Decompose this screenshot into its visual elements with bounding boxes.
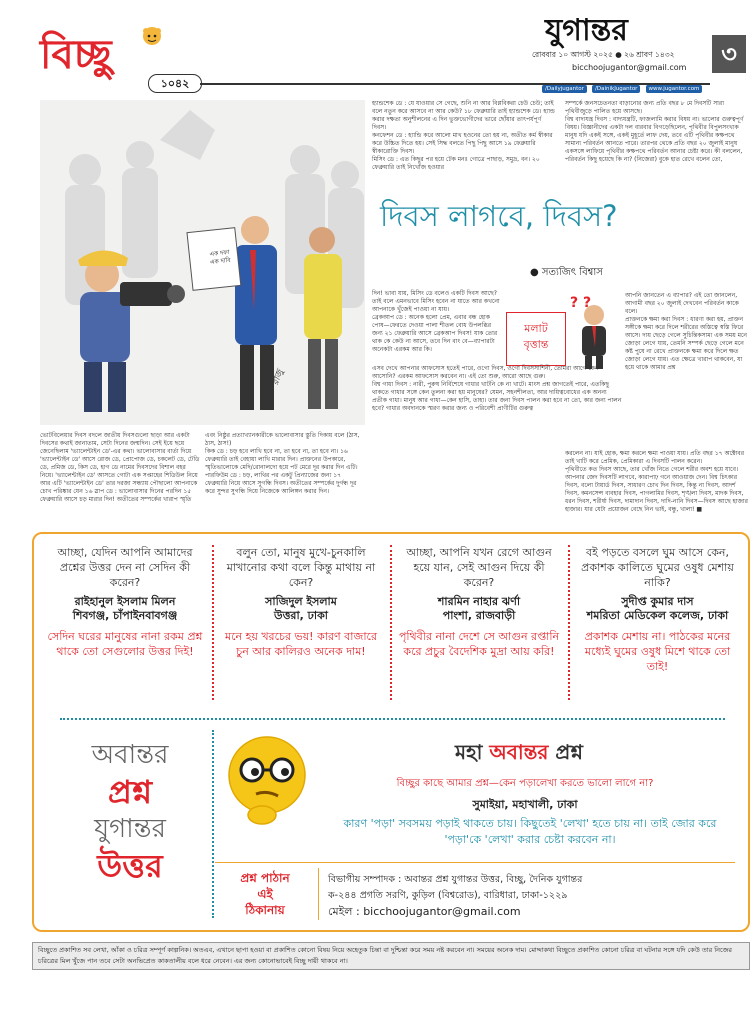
obantor-question: বিচ্ছুর কাছে আমার প্রশ্ন—কেন পড়ালেখা করতে ভালো লাগে না? — [396, 778, 654, 789]
disclaimer-text: বিচ্ছুতে প্রকাশিত সব লেখা, আঁকা ও চরিত্র সম্পূর্ণ কাল্পনিক। অতএব, এখানে ছাপা হওয়া বা প্রকাশিত কোনো বিষয় নিয়ে অহেতুক চিন্তা বা দুশ্চিন্তা করে সময় নষ্ট করবেন না। সময়ের অনেক দাম। মোদ্দাকথা বিচ্ছুতে প্রকাশিত কোনো চরিত্র বা ঘটনার সঙ্গে যদি কেউ তার নিজের চরিত্রের মিল খুঁজে পান তবে সেটা অনভিপ্রেত কাকতালীয় বলে ধরে নেবেন। এর জন্য কোনোভাবেই বিচ্ছু দায়ী থাকবে না। — [38, 946, 732, 965]
send-address — [328, 872, 728, 920]
paragraph: মিসিং ডে : এত কিছুর পর হয়ে টেক মনঃ গোত্রে পাছাড়, সমুদ্র, বন। ২০ ফেব্রুয়ারি তাই নিখোঁজ হওয়ার — [372, 156, 540, 171]
mid-text-column-right-lower — [565, 450, 750, 514]
send-label — [220, 870, 310, 918]
page-number: ৩ — [721, 40, 737, 68]
paragraph: আপনি জানতেন এ ব্যাপার? এই তো জানলেন, আগামী বছর ২০ জুলাই দেখবেন পরিবর্তন কাকে বলে। — [625, 292, 739, 315]
address-email[interactable]: মেইল : bicchoojugantor@gmail.com — [328, 905, 521, 918]
qa-place: উত্তরা, ঢাকা — [274, 609, 328, 622]
paragraph: দিন! ভাবা যায়, মিসিং ডে বলেও একটি দিবস আছে? তাই বলে এমনভাবে মিসিং হবেন না যাতে আর কখনো আপনাকে খুঁজেই পাওয়া না যায়। — [372, 290, 500, 313]
paragraph: কনফেশন ডে : হ্যান্ডি করে আলো মাখ হওনের তো হয় না, অতীত কর্ম স্বীকার করে উচ্চিত দিতে হয়। সেই সিদ্ধ বলতে পিছু পিছু আসে ১৯ ফেব্রুয়ারি স্বীকারোক্তি দিবস। — [372, 132, 553, 155]
send-vertical-divider — [318, 868, 319, 920]
mid-text-column-center — [372, 365, 622, 413]
top-text-column-1 — [372, 100, 557, 172]
qa-answer: প্রকাশক মেশায় না। পাঠকের মনের মধ্যেই ঘুমের ওষুধ মিশে থাকে তো তাই! — [584, 630, 731, 673]
malat-box — [506, 312, 566, 366]
issue-number: ১০৪২ — [160, 77, 190, 90]
footer-disclaimer — [32, 942, 750, 970]
paragraph: বিশ্ব গাধা দিবস : নারী, পুরুষ নির্বিশেষে গাধার খাটনি কে না খাটে। মাংস প্রশ্ন জাগতেই পারে, এতকিছু থাকতে গাধার সঙ্গে কেন তুলনা করা হয় মানুষের? যেমন, সহনশীলতা, আর দায়িত্ববোধের এক অনন্য প্রতীক গাধা। মানুষ আর গাধা—কেন হাসি, তাহা। তার জন্য দিবস পালন করা হবে না তো, কার জন্য পালন হবে? গাধার অবদানকে স্মরণ করার জন্য ও পরিবেশী প্রাণীটির গুরুত্ব — [372, 381, 622, 412]
artist-signature: রাজু — [270, 368, 286, 387]
malat-label: মলাট বৃত্তান্ত — [523, 322, 549, 351]
placard-text: এক দফা এক দাবি — [209, 249, 231, 267]
uttor-word: উত্তর — [97, 847, 163, 885]
mid-text-column-right — [625, 292, 750, 372]
thinking-emoji-icon — [222, 730, 312, 830]
qa-item-3 — [398, 545, 560, 659]
masthead — [0, 0, 756, 95]
qa-name: শারমিন নাহার ঝর্ণা — [437, 595, 521, 608]
newspaper-name: যুগান্তর — [545, 13, 628, 48]
address-line: বিভাগীয় সম্পাদক : অবান্তর প্রশ্ন যুগান্তর উত্তর, বিচ্ছু, দৈনিক যুগান্তর — [328, 874, 583, 885]
qa-item-2 — [220, 545, 382, 659]
send-label-line: এই — [257, 887, 273, 901]
social-strip — [542, 75, 712, 92]
qa-place: পাংশা, রাজবাড়ী — [442, 609, 516, 622]
qa-name: সাজিদুল ইসলাম — [265, 595, 337, 608]
obantor-separator — [212, 730, 214, 918]
send-label-line: প্রশ্ন পাঠান — [240, 871, 290, 885]
twitter-handle[interactable]: /DainikJugantor — [592, 85, 640, 93]
obantor-word: অবান্তর — [91, 740, 169, 770]
paragraph: বিশ্ব বাদ্যযন্ত্র দিবস : বাদ্যযন্ত্রটি, ফাজলামি করার বিষয় না। ভালোর গুরুত্বপূর্ণ বিষয়। বিজ্ঞানীদের একটা দল বারবার বিগড়েছিলেন, পৃথিবীর বিপুলসংখ্যক মানুষ যদি একই সঙ্গে, একই মুহূর্তে লাফ দেয়, তবে এটি পৃথিবীর কক্ষপথে সামান্য পরিবর্তন আনতে পারে। তারপর থেকে প্রতি বছর ২০ জুলাই মানুষ একসঙ্গে লাফিয়ে পৃথিবীর কক্ষপথে পরিবর্তন আনার চেষ্টা করে। কী বললেন, পরিবর্তন কিছু হয়েছে কি না? (নিজেরা) বুকে হাত রেখে বলেন তো, — [565, 116, 744, 163]
mid-text-column-left — [372, 290, 502, 354]
qa-answer: পৃথিবীর নানা দেশে সে আগুন রপ্তানি করে প্রচুর বৈদেশিক মুদ্রা আয় করি! — [398, 630, 560, 658]
cartoon-illustration — [40, 100, 365, 425]
top-text-column-2 — [565, 100, 750, 164]
qa-name: সুদীপ্ত কুমার দাস — [621, 595, 694, 608]
title-highlight: অবান্তর — [489, 740, 549, 764]
obantor-asker: সুমাইয়া, মহাখালী, ঢাকা — [472, 798, 578, 811]
qa-item-1 — [44, 545, 206, 659]
question-marks: ? ? — [570, 295, 592, 311]
issue-badge — [148, 74, 202, 93]
obantor-answer: কারণ 'পড়া' সবসময় পড়াই থাকতে চায়। কিছুতেই 'লেখা' হতে চায় না। তাই জোর করে 'পড়া'কে 'লেখা' করার চেষ্টা করবেন না। — [343, 817, 717, 846]
headline: দিবস লাগবে, দিবস? — [380, 199, 618, 233]
qa-separator-1 — [212, 545, 214, 700]
qa-answer: সেদিন ঘরের মানুষের নানা রকম প্রশ্ন থাকে তো সেগুলোর উত্তর দিই! — [47, 630, 203, 658]
paragraph: সম্পর্কে জনসচেতনতা বাড়ানোর জন্য প্রতি বছর ৮ মে দিবসটি সারা পৃথিবীজুড়ে পালিত হয়ে আসছে। — [565, 100, 724, 115]
page-number-box — [712, 35, 746, 73]
maha-obantor-title — [455, 738, 583, 771]
byline: ● সত্যজিৎ বিশ্বাস — [530, 267, 603, 278]
title-suffix: প্রশ্ন — [548, 740, 583, 764]
qa-place: শমরিতা মেডিকেল কলেজ, ঢাকা — [586, 609, 729, 622]
qa-separator-2 — [390, 545, 392, 700]
qa-item-4 — [575, 545, 740, 674]
logo-text: বিচ্ছু — [40, 32, 112, 78]
address-line: ক-২৪৪ প্রগতি সরণি, কুড়িল (বিশ্বরোড), বারিধারা, ঢাকা-১২২৯ — [328, 890, 568, 901]
paragraph: প্রাক্তনকে ক্ষমা করা দিবস : ধারণা করা হয়, প্রাক্তন সঙ্গীকে ক্ষমা করে দিলে শরীরের অস্তিত্বে স্বস্তি ফিরে আসে। দায় ছেড়ে গেলে সুচিন্তিকসাম্য এক সময় মনে জোড়া লেগে যায়, তেমনি সম্পর্ক ছেড়ে গেলে মনে কষ্ট পুষে না রেখে প্রাক্তনকে ক্ষমা করে দিলে ক্ষত জোড়া লেগে যায়। এত ক্ষেত্রে খারাপ থাকবেন, যা হয়ে থাকে আমার প্রশ্ন — [625, 316, 747, 371]
qa-question: বলুন তো, মানুষ মুখে-চুনকালি মাখানোর কথা বলে কিন্তু মাথায় না কেন? — [226, 546, 376, 589]
send-label-line: ঠিকানায় — [245, 903, 285, 917]
paragraph: হ্যান্ডশেক ডে : যে যাওয়ার সে গেছে, শুনি না আর বিপ্লবিকরা চেউ চেউ; তাই বলে নতুন করে আসবে না আর কেউ? ১৮ ফেব্রুয়ারি তাই হ্যান্ডশেক ডে। হ্যান্ড করার দক্ষতা অনুশীলনের এ দিন ভুক্তভোগীদের ভারে ছোঁয়ার তাৎপর্যপূর্ণ দিবস। — [372, 100, 555, 131]
qa-divider — [60, 718, 725, 720]
qa-question: আচ্ছা, যেদিন আপনি আমাদের প্রশ্নের উত্তর দেন না সেদিন কী করেন? — [57, 546, 193, 589]
qa-question: আচ্ছা, আপনি যখন রেগে আগুন হয়ে যান, সেই আগুন দিয়ে কী করেন? — [406, 546, 552, 589]
qa-separator-3 — [568, 545, 570, 700]
proshno-word: প্রশ্ন — [107, 773, 153, 811]
website-link[interactable]: www.jugantor.com — [646, 85, 703, 93]
bottom-text-column-2: এবং নিষ্ঠুর প্রত্যাখ্যানকারীকে ভালোবাসার স্তুতি দিকায় বলে (ঠাস, ঠাস, ঠাস!) কিক ডে : চড় হবে লাখি হবে না, তা হবে না, তা হবে না। ১৬ ফেব্রুয়ারি তাই বেহায়া লাখি মারার দিন। প্রাক্তনের উপকারে, স্মৃতিভালোকে মেদি/রোনালদো হয়ে পট মেরে দূর করার দিন এটি। পারফিউম ডে : চড়, লাথির পর একটু প্রিন্যাজের জন্য ১৭ ফেব্রুয়ারি নিয়ে আসে সুগন্ধি দিবস। অতীতের সম্পর্কের দুর্গন্ধ দূর করে সুন্দর সুগন্ধি দিয়ে নিজেকে আলিঙ্গন করার দিন। — [205, 432, 360, 495]
title-prefix: মহা — [455, 740, 490, 764]
paragraph: এসব দেখে আপনার আফসোস হতেই পারে, ওগো দিবস, ওগো দিবসসাশিনী, তোমরা আগে কেন আসোনি? এরকম আফসোস করবেন না। এই তো শুরু, আরো আছে গুরু। — [372, 365, 599, 380]
qa-place: শিবগঞ্জ, চাঁপাইনবাবগঞ্জ — [72, 609, 178, 622]
facebook-handle[interactable]: /Dailyjugantor — [542, 85, 587, 93]
obantor-logo — [55, 738, 205, 886]
send-divider — [215, 862, 735, 863]
paragraph: ব্রেকআপ ডে : অনেক হলো প্রেম, এবার বন্ধ হোক পোষ—ফেরতে দেওয়া পালা শীতল বোধ উপলব্ধির জন্য ২১ ফেব্রুয়ারি আসে ব্রেকআপ দিবস! যাক তোর থাক কে কেউ না আসে, তবে দিন বাং বে—ব্যাপারটা অনেকটা এরকম আর কি। — [372, 314, 498, 353]
date-line: রোববার ১০ আগস্ট ২০২৫ ● ২৬ শ্রাবণ ১৪৩২ — [532, 50, 675, 59]
paragraph: করলেন না। যাই হোক, ক্ষমা করলে ক্ষমা পাওয়া যায়। প্রতি বছর ১৭ অক্টোবর তাই খাটি করে প্রেমিক, প্রেমিকারা এ দিবসটি পালন করেন। — [565, 450, 745, 465]
qa-question: বই পড়তে বসলে ঘুম আসে কেন, প্রকাশক কালিতে ঘুমের ওষুধ মেশায় নাকি? — [581, 546, 734, 589]
qa-answer: মনে হয় খরচের ভয়! কারণ বাজারে চুন আর কালিরও অনেক দাম! — [224, 630, 377, 658]
paragraph: পৃথিবীতে কত দিবস আছে, তার খোঁজ নিতে গেলে শরীর অবশ হয়ে যাবে। আপনার জেদ দিবসটি লাগবে, কারাপাঢ় গনে আওয়াজ দেন। বিশ্ব চিৎকার দিবস, বলো টায়ার্ড দিবস, সাধারণ চোখ দিন দিবস, কিন্তু না দিবস, আদর্শ দিবস, কমনসেন্স ব্যবহার দিবস, পাগলামির দিবস, শৃঙ্খলা দিবস, মাদক দিবস, ধরন দিবস, শরীর্ষা দিবস, দামাদান দিবস, দাদি-নানি দিবস—দিবস আছে হাজার হাজার। যার যেটা প্রয়োজন বেছে নিন ভাই, বন্ধু, খালা! ■ — [565, 466, 748, 513]
question-man-icon — [566, 295, 621, 370]
bottom-text-column-1: ভোটবিলেয়ার দিবস বদলে জাতীয় দিবসগুলো ছাড়া আর একটা দিবসের কথাই জানাতাম, সেটা দিনের জন্মদিন। সেই ইয়ে ছয়ে জেনেছিলাম 'ভ্যালেন্টাইন ডে'-এর কথা। ভালোবাসার বার্তা দিয়ে 'ভ্যালেন্টাইন ডে' আসে রোজ ডে, প্রোপোজ ডে, চকলেট ডে, টেডি ডে, প্রমিজ ডে, কিস ডে, হাগ ডে নামের দিবসদের বিশাল বহর নিয়ে। 'ভ্যালেন্টাইন ডে' আসতে গোটা এক সপ্তাহের শিডিউল নিয়ে আর এটি 'ভ্যালেন্টাইন ডে' তার দরজা সন্ধ্যায় পৌছালো আপনাকে চোখ পরিষ্কার যেন ১৬ স্লাপ ডে : ভালোবাসার দিনের পরদিন ১৫ ফেব্রুয়ারি আসে চড় মারার দিন! অতীতের সম্পর্কের খারাপ স্মৃতি — [40, 432, 200, 503]
masthead-email[interactable]: bicchoojugantor@gmail.com — [572, 63, 687, 72]
jugantor-word: যুগান্তর — [94, 814, 166, 844]
qa-name: রাইহানুল ইসলাম মিলন — [74, 595, 176, 608]
